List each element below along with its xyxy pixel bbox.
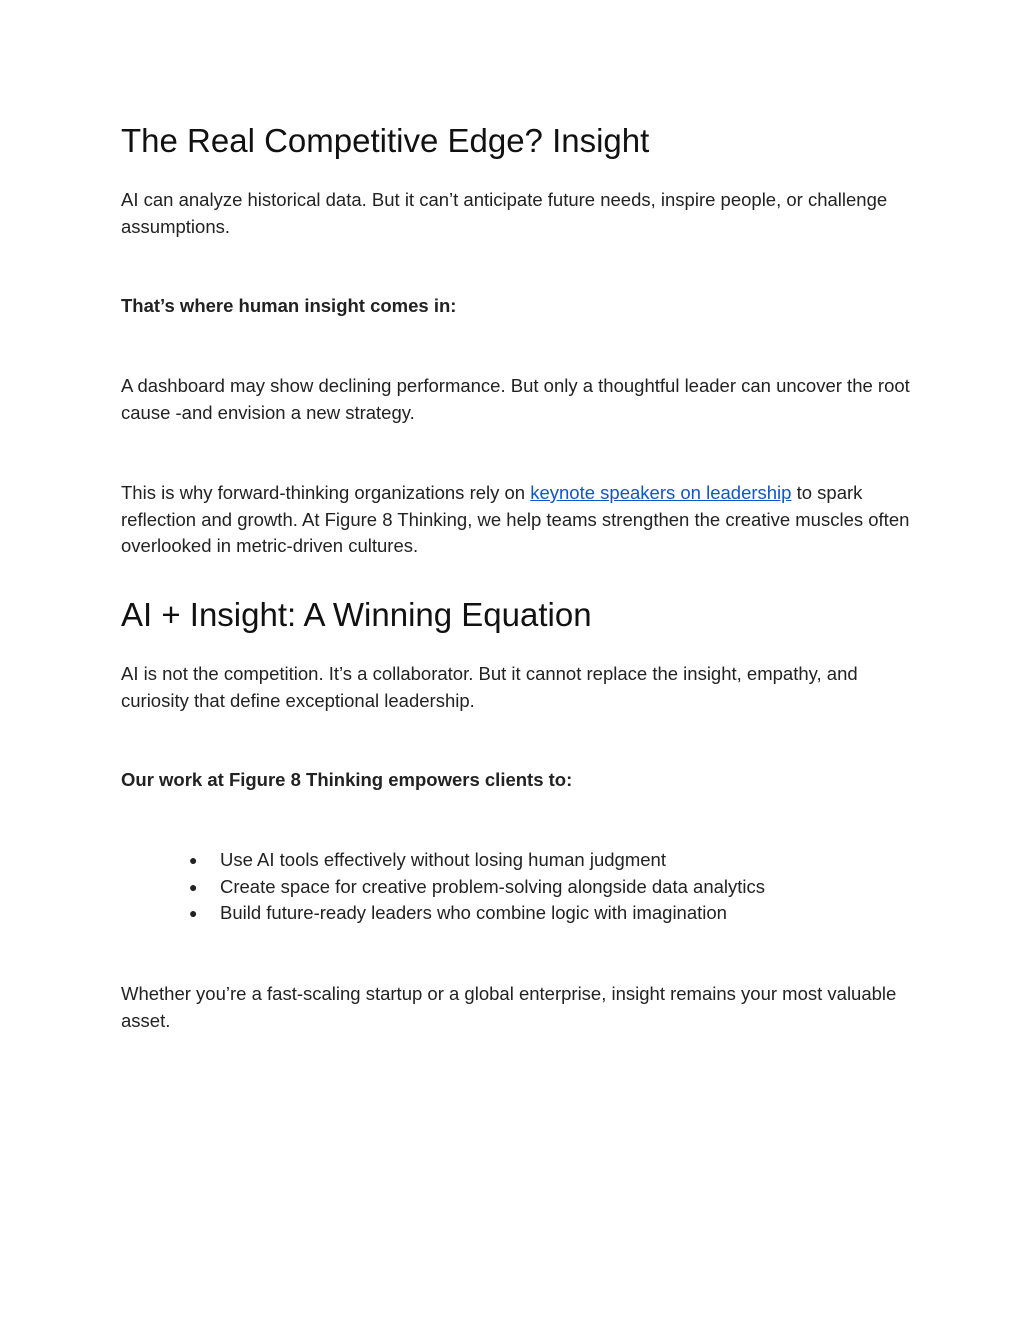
list-item-text: Build future-ready leaders who combine logic with imagination (220, 902, 727, 924)
bullet-list (189, 847, 765, 927)
bullet-icon: ● (189, 852, 198, 868)
keynote-speakers-link[interactable]: keynote speakers on leadership (530, 482, 792, 503)
paragraph-text-before-link: This is why forward-thinking organizations rely on (121, 482, 531, 503)
list-item (189, 874, 765, 901)
list-item-text: Create space for creative problem-solving alongside data analytics (220, 875, 766, 897)
paragraph-closing: Whether you’re a fast-scaling startup or a global enterprise, insight remains your most valuable asset. (121, 983, 897, 1031)
paragraph-collaborator: AI is not the competition. It’s a collaborator. But it cannot replace the insight, empathy, and curiosity that define exceptional leadership. (121, 663, 858, 711)
section-heading-winning-equation: AI + Insight: A Winning Equation (121, 596, 592, 633)
paragraph-dashboard: A dashboard may show declining performance. But only a thoughtful leader can uncover the root cause -and envision a new strategy. (121, 375, 910, 423)
bold-line-empowers-clients: Our work at Figure 8 Thinking empowers clients to: (121, 769, 573, 790)
bullet-icon: ● (189, 878, 198, 895)
paragraph-ai-analysis: AI can analyze historical data. But it can’t anticipate future needs, inspire people, or challenge assumptions. (121, 189, 888, 237)
paragraph-text-after-link: to spark reflection and growth. At Figure 8 Thinking, we help teams strengthen the creative muscles often overlooked in metric-driven cultures. (121, 482, 910, 556)
list-item (189, 900, 765, 927)
paragraph-forward-thinking (121, 480, 911, 560)
section-heading-competitive-edge: The Real Competitive Edge? Insight (121, 122, 650, 159)
list-item-text: Use AI tools effectively without losing human judgment (220, 849, 666, 870)
list-item (189, 847, 765, 874)
bold-line-human-insight: That’s where human insight comes in: (121, 295, 457, 316)
bullet-icon: ● (189, 905, 198, 922)
